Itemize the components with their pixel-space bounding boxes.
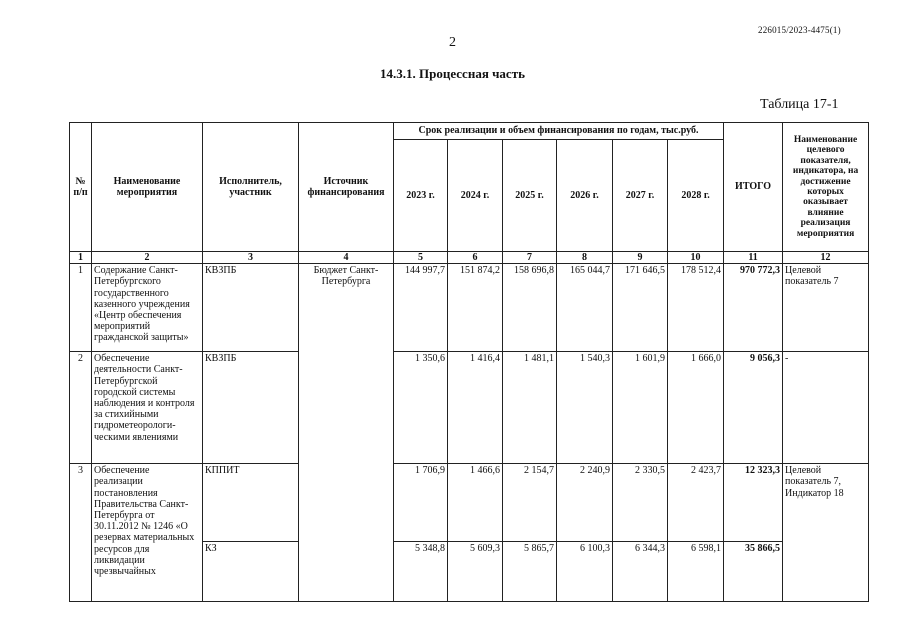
value-2024: 5 609,3 — [448, 542, 503, 602]
table-row — [70, 464, 869, 542]
value-2025: 5 865,7 — [503, 542, 557, 602]
row-number: 3 — [70, 464, 92, 602]
value-2025: 158 696,8 — [503, 264, 557, 352]
value-2027: 6 344,3 — [613, 542, 668, 602]
column-number: 7 — [503, 252, 557, 264]
value-2025: 2 154,7 — [503, 464, 557, 542]
executor: КВЗПБ — [203, 352, 299, 464]
column-number: 3 — [203, 252, 299, 264]
indicator: Целевой показатель 7, Индикатор 18 — [783, 464, 869, 602]
column-number: 11 — [724, 252, 783, 264]
value-2027: 171 646,5 — [613, 264, 668, 352]
column-number: 6 — [448, 252, 503, 264]
page-number: 2 — [449, 35, 456, 50]
column-number: 12 — [783, 252, 869, 264]
header-year: 2023 г. — [394, 140, 448, 252]
value-2026: 2 240,9 — [557, 464, 613, 542]
total-value: 970 772,3 — [724, 264, 783, 352]
column-number: 5 — [394, 252, 448, 264]
value-2028: 6 598,1 — [668, 542, 724, 602]
event-name: Обеспечение деятельности Санкт-Петербургской городской системы наблюдения и контроля за стихийными гидрометеорологи-ческими явлениями — [92, 352, 203, 464]
table-row — [70, 264, 869, 352]
total-value: 9 056,3 — [724, 352, 783, 464]
event-name: Содержание Санкт-Петербургского государственного казенного учреждения «Центр обеспечения мероприятий гражданской защиты» — [92, 264, 203, 352]
header-year: 2028 г. — [668, 140, 724, 252]
section-title: 14.3.1. Процессная часть — [380, 66, 525, 81]
value-2027: 2 330,5 — [613, 464, 668, 542]
value-2028: 2 423,7 — [668, 464, 724, 542]
value-2023: 5 348,8 — [394, 542, 448, 602]
value-2028: 178 512,4 — [668, 264, 724, 352]
total-value: 35 866,5 — [724, 542, 783, 602]
value-2026: 1 540,3 — [557, 352, 613, 464]
executor: КЗ — [203, 542, 299, 602]
indicator: Целевой показатель 7 — [783, 264, 869, 352]
header-year: 2027 г. — [613, 140, 668, 252]
column-number: 4 — [299, 252, 394, 264]
column-number: 1 — [70, 252, 92, 264]
row-number: 1 — [70, 264, 92, 352]
value-2027: 1 601,9 — [613, 352, 668, 464]
value-2024: 151 874,2 — [448, 264, 503, 352]
header-source: Источник финансирования — [299, 123, 394, 252]
executor: КППИТ — [203, 464, 299, 542]
header-event: Наименование мероприятия — [92, 123, 203, 252]
column-number: 10 — [668, 252, 724, 264]
header-year: 2024 г. — [448, 140, 503, 252]
header-executor: Исполнитель, участник — [203, 123, 299, 252]
header-year: 2025 г. — [503, 140, 557, 252]
header-indicator: Наименование целевого показателя, индикатора, на достижение которых оказывает влияние реализация мероприятия — [783, 123, 869, 252]
value-2023: 144 997,7 — [394, 264, 448, 352]
event-name: Обеспечение реализации постановления Правительства Санкт-Петербурга от 30.11.2012 № 1246 «О резервах материальных ресурсов для ликвидации чрезвычайных — [92, 464, 203, 602]
header-total: ИТОГО — [724, 123, 783, 252]
row-number: 2 — [70, 352, 92, 464]
value-2026: 165 044,7 — [557, 264, 613, 352]
column-number: 9 — [613, 252, 668, 264]
header-num: № п/п — [70, 123, 92, 252]
header-year: 2026 г. — [557, 140, 613, 252]
value-2023: 1 706,9 — [394, 464, 448, 542]
value-2028: 1 666,0 — [668, 352, 724, 464]
column-number-row — [70, 252, 869, 264]
column-number: 2 — [92, 252, 203, 264]
indicator: - — [783, 352, 869, 464]
document-id: 226015/2023-4475(1) — [758, 25, 841, 35]
value-2024: 1 416,4 — [448, 352, 503, 464]
financing-table — [69, 122, 869, 602]
value-2026: 6 100,3 — [557, 542, 613, 602]
value-2024: 1 466,6 — [448, 464, 503, 542]
header-period: Срок реализации и объем финансирования по годам, тыс.руб. — [394, 123, 724, 140]
value-2025: 1 481,1 — [503, 352, 557, 464]
table-label: Таблица 17-1 — [760, 97, 839, 112]
executor: КВЗПБ — [203, 264, 299, 352]
value-2023: 1 350,6 — [394, 352, 448, 464]
column-number: 8 — [557, 252, 613, 264]
table-row — [70, 352, 869, 464]
funding-source: Бюджет Санкт-Петербурга — [299, 264, 394, 602]
total-value: 12 323,3 — [724, 464, 783, 542]
